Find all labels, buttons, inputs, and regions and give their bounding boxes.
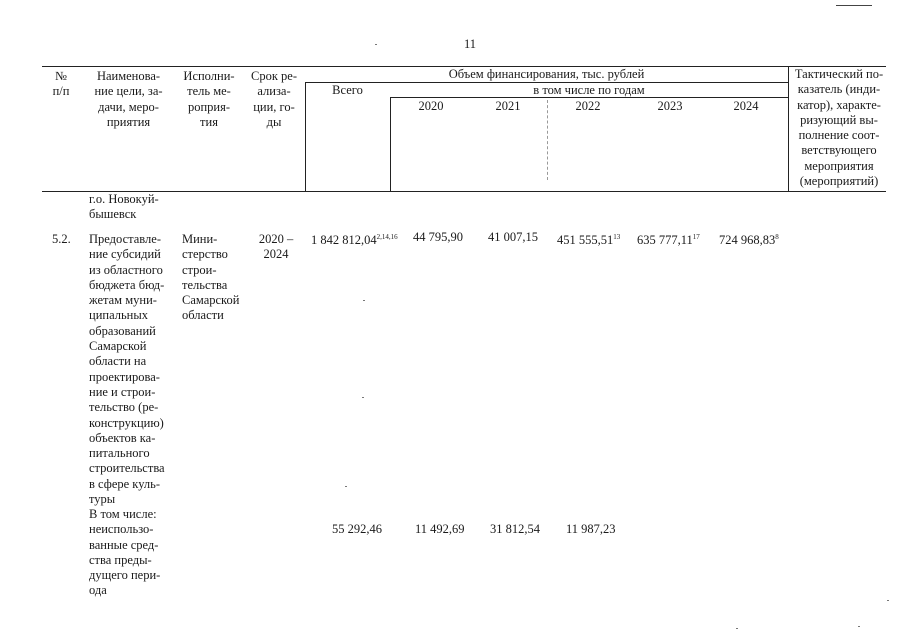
top-scan-line — [836, 5, 872, 6]
scan-speck — [736, 628, 738, 629]
header-col-executor: Исполни- тель ме- роприя- тия — [183, 69, 235, 129]
scan-speck — [858, 626, 860, 627]
header-year-2020: 2020 — [418, 99, 444, 113]
scan-speck — [362, 397, 364, 398]
scan-speck — [345, 486, 347, 487]
row-term: 2020 – 2024 — [258, 232, 294, 262]
header-bottom-line — [42, 191, 886, 192]
incl-2022: 11 987,23 — [566, 522, 616, 536]
header-col-number: № п/п — [52, 69, 70, 99]
header-col-name: Наименова- ние цели, за- дачи, меро- приятия — [94, 69, 163, 129]
header-col-total: Всего — [332, 83, 363, 97]
page-number: 11 — [463, 37, 477, 51]
incl-2020: 11 492,69 — [415, 522, 465, 536]
row-2020: 44 795,90 — [413, 230, 463, 244]
header-col-indicator: Тактический по- казатель (инди- катор), характе- ризующий вы- полнение соот- ветствующего мероприятия (мероприятий) — [794, 67, 884, 189]
row-total: 1 842 812,04$^{2,14,16}$ — [311, 233, 398, 247]
col-divider-funding-left — [305, 82, 306, 191]
header-year-2021: 2021 — [495, 99, 521, 113]
header-year-2024: 2024 — [733, 99, 759, 113]
row-name: Предоставле- ние субсидий из областного бюджета бюд- жетам муни- ципальных образований Самарской области на проектирова- ние и строи- тельство (ре- конструкцию) объектов ка- питального строительства в сфере куль- туры — [89, 232, 165, 507]
incl-2021: 31 812,54 — [490, 522, 540, 536]
row-number: 5.2. — [52, 232, 71, 246]
col-divider-years-left — [390, 97, 391, 191]
carry-over-text: г.о. Новокуй- бышевск — [89, 192, 159, 222]
header-col-term: Срок ре- ализа- ции, го- ды — [251, 69, 297, 129]
header-year-2023: 2023 — [657, 99, 683, 113]
faint-col-divider — [547, 100, 548, 180]
incl-total: 55 292,46 — [332, 522, 382, 536]
row-executor: Мини- стерство строи- тельства Самарской области — [182, 232, 240, 323]
header-year-2022: 2022 — [575, 99, 601, 113]
row-2023: 635 777,11$^{17}$ — [637, 233, 700, 247]
scan-speck — [363, 300, 365, 301]
scan-speck — [887, 600, 889, 601]
row-2022: 451 555,51$^{13}$ — [557, 233, 621, 247]
incl-row-name: В том числе: неиспользо- ванные сред- ства преды- дущего пери- ода — [89, 507, 161, 598]
header-col-by-years: в том числе по годам — [533, 83, 645, 97]
row-2024: 724 968,83$^8$ — [719, 233, 779, 247]
header-col-funding: Объем финансирования, тыс. рублей — [448, 67, 645, 81]
row-2021: 41 007,15 — [488, 230, 538, 244]
scan-speck — [375, 44, 377, 45]
